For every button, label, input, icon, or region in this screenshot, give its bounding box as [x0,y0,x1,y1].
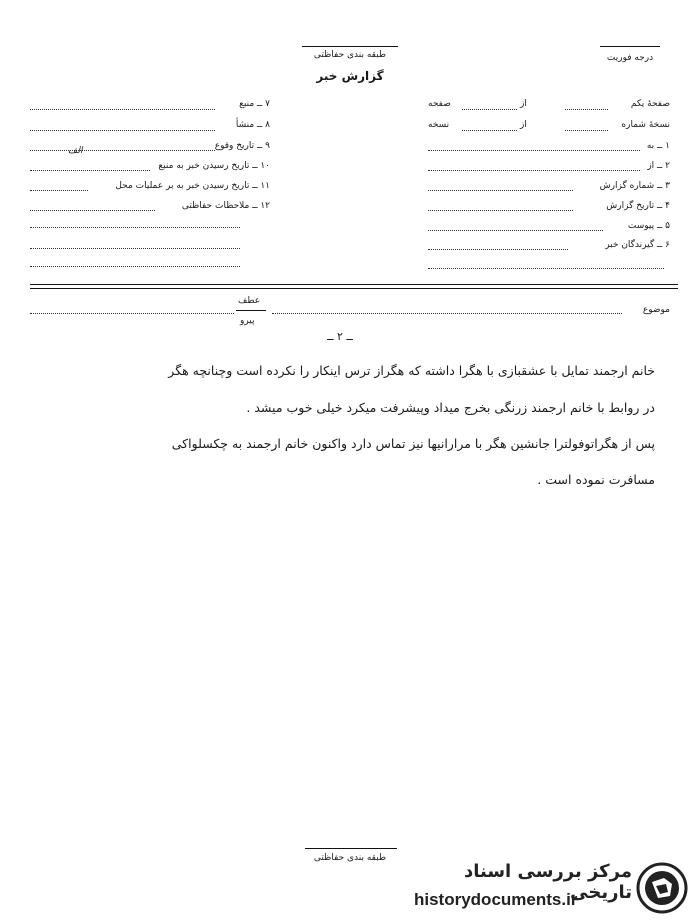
body-line-1: خانم ارجمند تمایل با عشقبازی با هگرا داشته که هگراز ترس اینکار را نکرده است وچنانچه هگر [168,363,655,378]
right-field-6: ۶ ــ گیرندگان خبر [605,240,670,250]
page-dots-2 [462,109,517,110]
archive-logo-icon [636,862,688,914]
copy-dots-1 [565,130,608,131]
watermark-url: historydocuments.ir [414,890,578,909]
left-field-dots [30,190,88,191]
left-field-12: ۱۲ ــ ملاحظات حفاظتی [181,201,270,211]
left-field-dots [30,130,215,131]
reference-atf: عطف [238,296,261,306]
right-field-1: ۱ ــ به [646,141,670,151]
left-field-7: ۷ ــ منبع [239,99,270,109]
document-title: گزارش خبر [316,69,384,83]
left-field-dots [30,248,240,249]
copy-label: نسخهٔ شماره [621,120,670,130]
right-field-dots [428,210,573,211]
subject-label: موضوع [642,305,670,315]
right-field-dots [428,150,640,151]
left-field-11: ۱۱ ــ تاریخ رسیدن خبر به بر عملیات محل [115,181,270,191]
right-field-5: ۵ ــ پیوست [627,221,670,231]
page-number: ــ ۲ ــ [327,330,353,343]
body-line-3: پس از هگراتوفولترا جانشین هگر با مرارانیها نیز تماس دارد واکنون خانم ارجمند به چکسلواکی [171,436,655,451]
left-field-dots [30,150,215,151]
watermark-title: مرکز بررسی اسناد تاریخی [464,861,632,903]
right-field-2: ۲ ــ از [647,161,670,171]
left-field-8: ۸ ــ منشأ [235,120,270,130]
subject-dots-right [272,313,622,314]
watermark-box [414,858,632,916]
right-field-dots [428,170,640,171]
copy-dots-2 [462,130,517,131]
left-field-dots [30,109,215,110]
separator-rule [30,288,678,289]
security-class-header: طبقه بندی حفاظتی [313,50,387,60]
page-of: از [520,99,527,109]
copy-of: از [520,120,527,130]
page-dots-1 [565,109,608,110]
right-field-dots [428,268,664,269]
copy-unit: نسخه [428,120,450,130]
page-label: صفحهٔ یکم [630,99,670,109]
security-class-footer: طبقه بندی حفاظتی [313,853,387,863]
priority-label: درجه فوریت [606,53,654,63]
left-field-dots [30,210,155,211]
handwritten-mark: الف [68,146,83,156]
reference-divider [236,310,266,311]
page-unit: صفحه [428,99,451,109]
right-field-dots [428,190,573,191]
right-field-3: ۳ ــ شماره گزارش [599,181,670,191]
left-field-dots [30,266,240,267]
footer-rule [305,848,397,849]
right-field-dots [428,249,568,250]
reference-peyro: پیرو [240,316,255,326]
left-field-dots [30,227,240,228]
left-field-dots [30,170,150,171]
right-field-4: ۴ ــ تاریخ گزارش [606,201,670,211]
separator-rule [30,284,678,285]
left-field-10: ۱۰ ــ تاریخ رسیدن خبر به منبع [158,161,270,171]
body-line-4: مسافرت نموده است . [537,472,655,487]
body-line-2: در روابط با خانم ارجمند زرنگی بخرج میداد وپیشرفت میکرد خیلی خوب میشد . [246,400,655,415]
header-rule [302,46,398,47]
left-field-9: ۹ ــ تاریخ وقوع [214,141,270,151]
priority-rule [600,46,660,47]
subject-dots-left [30,313,234,314]
right-field-dots [428,230,603,231]
